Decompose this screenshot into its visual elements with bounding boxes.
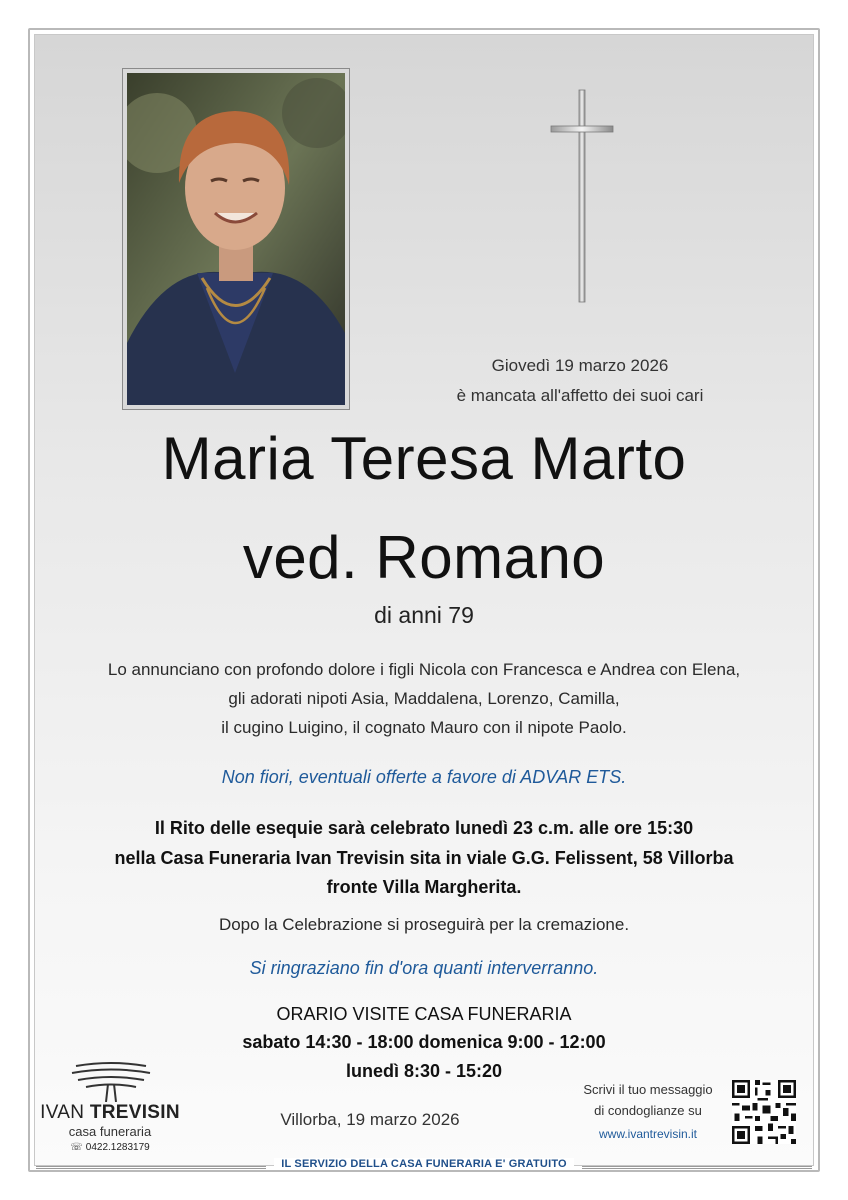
family-line: Lo annunciano con profondo dolore i figli Nicola con Francesca e Andrea con Elena, <box>107 660 741 679</box>
visits-hours: sabato 14:30 - 18:00 domenica 9:00 - 12:00 <box>242 1032 606 1052</box>
death-subtitle: è mancata all'affetto dei suoi cari <box>456 386 704 405</box>
condolence-text: di condoglianze su <box>594 1103 702 1118</box>
logo-phone: ☏ 0422.1283179 <box>70 1142 150 1153</box>
website-link[interactable]: www.ivantrevisin.it <box>598 1127 698 1141</box>
date-of-death: Giovedì 19 marzo 2026 <box>491 356 669 375</box>
family-line: il cugino Luigino, il cognato Mauro con il nipote Paolo. <box>221 718 627 737</box>
deceased-name-line2: ved. Romano <box>242 524 606 591</box>
footer-rule <box>36 1166 266 1169</box>
tree-logo-icon <box>70 1060 152 1102</box>
place-date: Villorba, 19 marzo 2026 <box>280 1110 460 1129</box>
cremation-note: Dopo la Celebrazione si proseguirà per la cremazione. <box>218 915 630 934</box>
visits-hours: lunedì 8:30 - 15:20 <box>345 1061 503 1081</box>
ceremony-line: nella Casa Funeraria Ivan Trevisin sita in viale G.G. Felissent, 58 Villorba <box>114 848 734 868</box>
flowers-note: Non fiori, eventuali offerte a favore di ADVAR ETS. <box>221 767 627 787</box>
logo-wordmark: IVAN TREVISIN <box>40 1102 180 1123</box>
visits-title: ORARIO VISITE CASA FUNERARIA <box>276 1004 572 1024</box>
deceased-name: Maria Teresa Marto <box>161 425 687 492</box>
qr-code-icon[interactable] <box>732 1080 796 1144</box>
condolence-text: Scrivi il tuo messaggio <box>583 1082 713 1097</box>
phone-icon: ☏ <box>70 1142 83 1153</box>
ceremony-line: fronte Villa Margherita. <box>326 877 522 897</box>
thanks-note: Si ringraziano fin d'ora quanti interverranno. <box>249 958 599 978</box>
ceremony-line: Il Rito delle esequie sarà celebrato lunedì 23 c.m. alle ore 15:30 <box>154 818 694 838</box>
deceased-age: di anni 79 <box>374 602 474 628</box>
logo-subtitle: casa funeraria <box>68 1124 152 1139</box>
funeral-home-logo <box>40 1060 180 1156</box>
cross-icon <box>549 88 615 304</box>
footer-rule <box>582 1166 812 1169</box>
footer-note: IL SERVIZIO DELLA CASA FUNERARIA E' GRATUITO <box>274 1158 574 1170</box>
family-line: gli adorati nipoti Asia, Maddalena, Lorenzo, Camilla, <box>228 689 620 708</box>
portrait-photo <box>122 68 350 410</box>
